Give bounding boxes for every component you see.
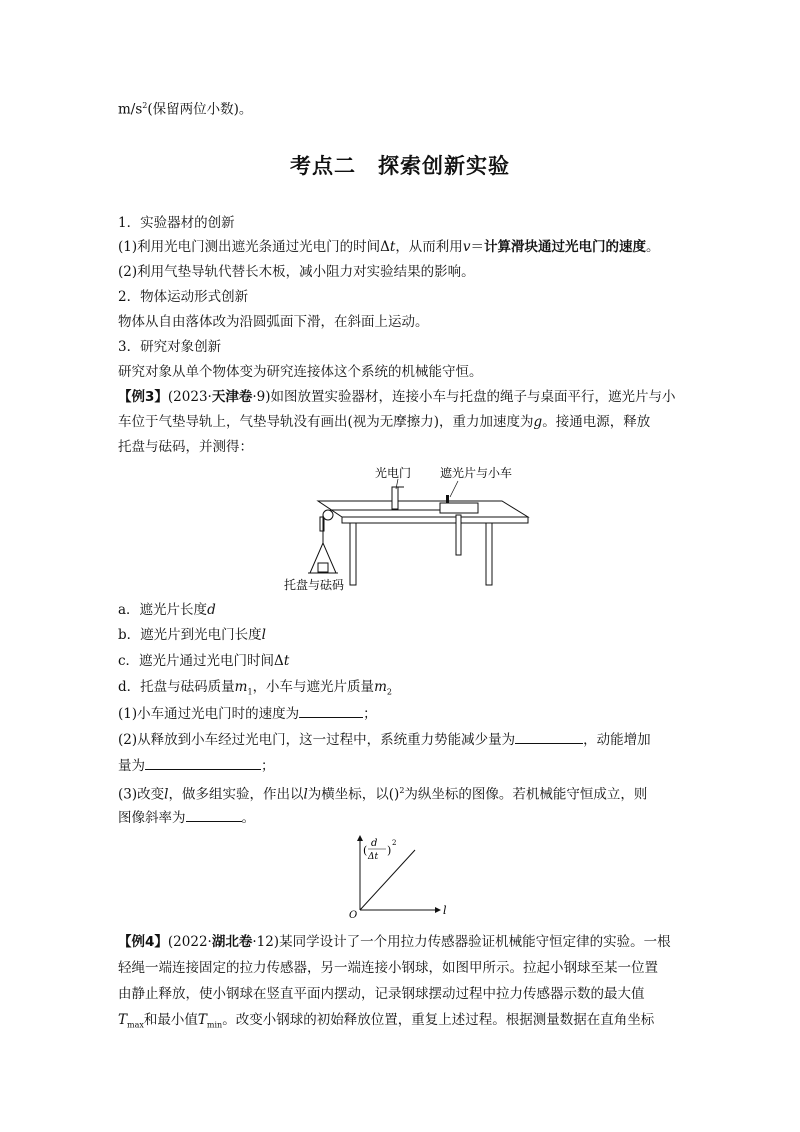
question-3-post: 为纵坐标的图像。若机械能守恒成立，则 [404,786,648,803]
var-t: t [389,239,396,255]
table-leg [350,523,356,585]
example4-line3: 由静止释放，使小钢球在竖直平面内摆动，记录钢球摆动过程中拉力传感器示数的最大值 [118,986,645,1002]
var-T: T [118,1012,128,1028]
question-2-end: ，动能增加 [583,732,651,748]
item-1b: (2)利用气垫导轨代替长木板，减小阻力对实验结果的影响。 [118,264,475,280]
var-l: l [303,786,308,803]
table-leg [486,523,492,585]
example3-src-bold: 天津卷 [211,389,253,405]
answer-blank[interactable] [515,729,583,744]
table-leg [456,515,461,555]
subscript-max: max [127,1020,144,1030]
weight [318,563,328,572]
item-1a [118,237,659,257]
example3-line2-end: 。接通电源，释放 [542,414,651,430]
cart [440,503,478,513]
example4-line2: 轻绳一端连接固定的拉力传感器，另一端连接小钢球，如图甲所示。拉起小钢球至某一位置 [118,960,658,976]
example3-line2-text: 车位于气垫导轨上，气垫导轨没有画出(视为无摩擦力)，重力加速度为 [118,414,534,430]
question-2-text: (2)从释放到小车经过光电门，这一过程中，系统重力势能减少量为 [118,732,516,748]
measure-b-text: b．遮光片到光电门长度 [118,627,262,643]
example4-src-bold: 湖北卷 [211,934,253,950]
item-2a: 物体从自由落体改为沿圆弧面下滑，在斜面上运动。 [118,314,429,330]
example4-line4 [118,1010,654,1036]
example3-line1 [118,387,675,407]
unit-exponent: 2 [142,101,148,110]
question-2 [118,729,651,750]
item-1a-end: 。 [645,239,660,255]
item-1-heading: 1．实验器材的创新 [118,215,235,231]
example3-line3: 托盘与砝码，并测得： [118,439,253,455]
question-3-mid2: 为横坐标，以() [307,786,400,803]
question-3-line2-end: 。 [241,810,255,826]
example4-tag: 【例4】 [118,934,168,950]
measure-a-text: a．遮光片长度 [118,602,208,618]
subscript-min: min [206,1020,223,1030]
item-3a: 研究对象从单个物体变为研究连接体这个系统的机械能守恒。 [118,364,483,380]
question-2-line2-end: ； [261,758,275,774]
y-label-den: Δt [368,852,379,862]
equals-sign: ＝ [470,239,484,255]
var-l: l [164,786,169,803]
y-label-sup: 2 [392,839,397,847]
var-v: v [462,239,471,255]
example4-src-pre: (2022· [167,934,212,950]
answer-blank[interactable] [145,755,261,770]
item-1a-bold: 计算滑块通过光电门的速度 [483,239,646,255]
example4-line4-mid: 和最小值 [143,1012,198,1028]
question-2-line2 [118,755,275,776]
var-m: m [234,679,248,695]
item-1a-text: (1)利用光电门测出遮光条通过光电门的时间Δ [118,239,390,255]
example4-line4-post: 。改变小钢球的初始释放位置，重复上述过程。根据测量数据在直角坐标 [222,1012,655,1028]
question-1-text: (1)小车通过光电门时的速度为 [118,706,300,722]
question-1-end: ； [363,706,377,722]
var-g: g [533,414,543,430]
measure-c-text: c．遮光片通过光电门时间Δ [118,653,284,669]
example3-line2 [118,412,650,432]
photogate [392,487,398,509]
example4-line1 [118,932,671,952]
question-2-line2-text: 量为 [118,758,145,774]
subscript-1: 1 [247,687,253,697]
measure-b [118,625,266,645]
origin-label: O [349,910,358,920]
item-2-heading: 2．物体运动形式创新 [118,289,249,305]
question-3-line2 [118,807,255,828]
subscript-2: 2 [386,687,392,697]
question-3-pre: (3)改变 [118,786,165,803]
answer-blank[interactable] [186,807,242,822]
item-3-heading: 3．研究对象创新 [118,339,222,355]
var-l: l [261,627,266,643]
measure-a [118,600,216,620]
example3-src-post: ·9)如图放置实验器材，连接小车与托盘的绳子与桌面平行，遮光片与小 [252,389,676,405]
photogate-label: 光电门 [375,466,412,480]
item-1a-mid: ，从而利用 [395,239,463,255]
unit-text: m/s [118,101,143,118]
example4-src-post: ·12)某同学设计了一个用拉力传感器验证机械能守恒定律的实验。一根 [252,934,671,950]
top-line [118,96,252,120]
y-label-paren-open: ( [363,844,368,857]
var-m: m [374,679,387,695]
var-t: t [283,653,290,669]
leader-line [450,481,458,497]
question-1 [118,703,377,724]
y-label-paren-close: ) [387,844,392,857]
answer-blank[interactable] [299,703,363,718]
question-3-mid: ，做多组实验，作出以 [168,786,304,803]
pulley [323,510,333,520]
section-title: 考点二 探索创新实验 [290,154,510,178]
superscript-2: 2 [399,786,405,795]
cart-label: 遮光片与小车 [440,466,513,480]
measure-d [118,677,392,703]
question-3 [118,781,647,805]
measure-c [118,651,289,671]
var-d: d [207,602,216,618]
apparatus-figure [280,465,540,595]
example3-tag: 【例3】 [118,389,168,405]
table-edge [342,517,528,523]
example3-src-pre: (2023· [167,389,212,405]
precision-note: (保留两位小数)。 [147,101,253,118]
x-axis-label: l [443,904,447,917]
y-label-num: d [371,838,378,849]
question-3-line2-text: 图像斜率为 [118,810,186,826]
table-top [318,501,528,517]
tray-label: 托盘与砝码 [284,578,345,592]
shading-plate [446,495,449,503]
linear-graph [345,828,455,920]
var-T: T [197,1012,207,1028]
measure-d-mid: ，小车与遮光片质量 [252,679,375,695]
measure-d-text: d．托盘与砝码质量 [118,679,235,695]
